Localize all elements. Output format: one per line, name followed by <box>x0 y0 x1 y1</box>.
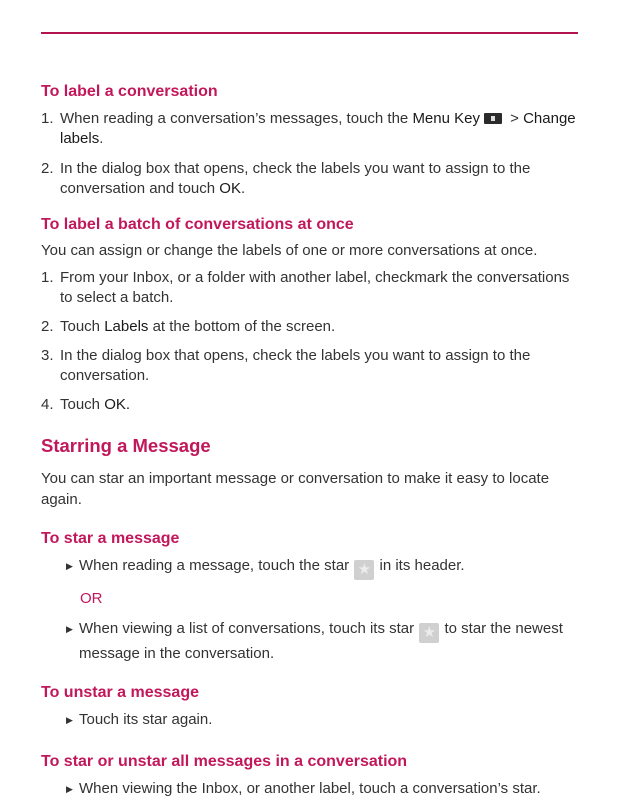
step-number: 1. <box>41 269 54 286</box>
section-heading-unstar: To unstar a message <box>41 684 199 701</box>
section-heading-label-conversation: To label a conversation <box>41 83 218 100</box>
list-item <box>41 317 581 337</box>
step-text: Touch <box>60 396 105 413</box>
star-icon: ★ <box>419 623 439 643</box>
step-text: Touch <box>60 318 105 335</box>
menu-key-icon <box>484 113 502 124</box>
steps-label-batch <box>41 268 581 415</box>
step-text-end: . <box>99 130 104 147</box>
bullet-text: When reading a message, touch the star <box>79 557 354 574</box>
list-item <box>41 709 581 731</box>
steps-label-conversation <box>41 109 581 199</box>
list-item <box>41 395 581 415</box>
bullet-arrow-icon: ▶ <box>66 624 73 634</box>
bullet-text-end: in its header. <box>375 557 465 574</box>
step-number: 2. <box>41 318 54 335</box>
list-item <box>41 109 581 149</box>
header-rule <box>41 32 578 34</box>
star-bullets <box>41 555 581 665</box>
step-text: When reading a conversation’s messages, touch the <box>60 110 413 127</box>
bullet-arrow-icon: ▶ <box>66 784 73 794</box>
list-item <box>41 159 581 199</box>
step-text-end: at the bottom of the screen. <box>148 318 336 335</box>
bullet-arrow-icon: ▶ <box>66 715 73 725</box>
list-item <box>41 268 581 308</box>
or-label: OR <box>80 590 103 607</box>
bullet-text-end: to star the newest message in the conversation. <box>79 620 563 662</box>
section-heading-star: To star a message <box>41 530 180 547</box>
bullet-text: When viewing a list of conversations, touch its star <box>79 620 419 637</box>
step-number: 2. <box>41 160 54 177</box>
step-text: In the dialog box that opens, check the labels you want to assign to the conversation. <box>60 347 531 384</box>
bullet-text: Touch its star again. <box>79 711 213 728</box>
section-heading-starring: Starring a Message <box>41 435 211 456</box>
star-all-bullets <box>41 778 581 800</box>
bullet-arrow-icon: ▶ <box>66 561 73 571</box>
list-item <box>41 555 581 580</box>
change-labels-label: Change labels <box>60 110 576 147</box>
list-item <box>41 346 581 386</box>
section-heading-label-batch: To label a batch of conversations at once <box>41 216 354 233</box>
step-text: In the dialog box that opens, check the labels you want to assign to the conversation and touch <box>60 160 531 197</box>
ok-label: OK. <box>104 396 131 413</box>
ok-label: OK <box>219 180 241 197</box>
step-number: 1. <box>41 110 54 127</box>
step-number: 3. <box>41 347 54 364</box>
menu-key-label: Menu Key <box>412 110 480 127</box>
list-item <box>41 778 581 800</box>
list-item <box>41 618 581 665</box>
star-icon: ★ <box>354 560 374 580</box>
unstar-bullets <box>41 709 581 731</box>
labels-label: Labels <box>104 318 149 335</box>
page-content <box>41 82 581 800</box>
step-number: 4. <box>41 396 54 413</box>
section-intro: You can star an important message or conversation to make it easy to locate again. <box>41 470 550 508</box>
step-text: From your Inbox, or a folder with another label, checkmark the conversations to select a batch. <box>60 269 570 306</box>
section-heading-star-all: To star or unstar all messages in a conversation <box>41 753 408 770</box>
step-text-end: . <box>240 180 246 197</box>
bullet-text: When viewing the Inbox, or another label, touch a conversation’s star. <box>79 780 541 797</box>
section-intro: You can assign or change the labels of one or more conversations at once. <box>41 242 538 259</box>
step-text-separator: > <box>505 110 524 127</box>
